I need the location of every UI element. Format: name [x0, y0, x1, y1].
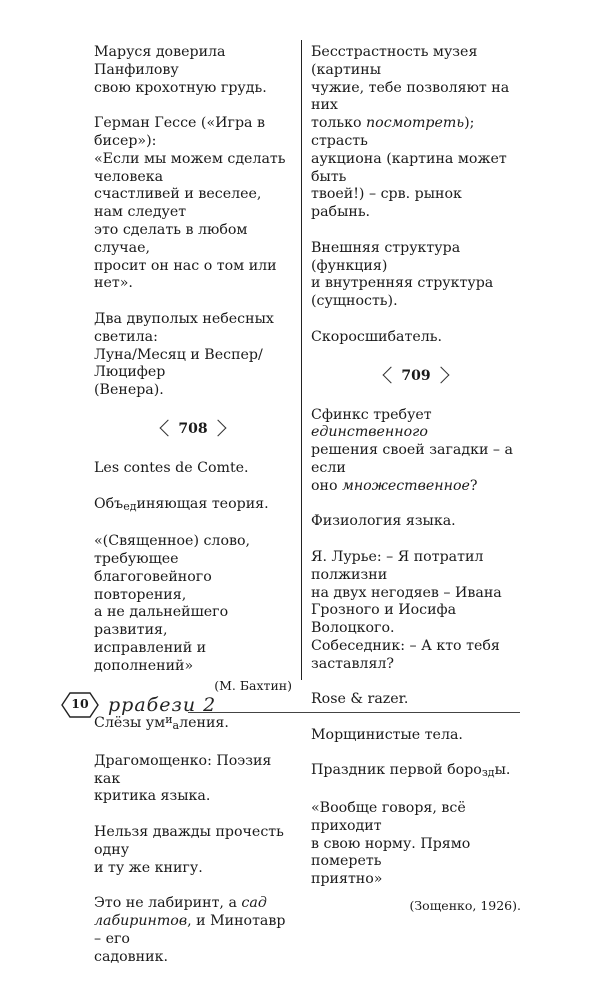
entry-rose-razer: Rose & razer. — [311, 691, 409, 708]
quote-source-zoshchenko: (Зощенко, 1926). — [409, 898, 521, 914]
footer-rule — [188, 712, 520, 713]
entry-marusya: Маруся доверила Панфилову свою крохотную грудь. — [94, 44, 267, 96]
section-number: 709 — [385, 365, 446, 387]
running-title: ррабези 2 — [108, 694, 217, 716]
page-footer — [60, 690, 520, 730]
page-number-badge — [60, 690, 100, 720]
entry-stapler: Скоросшибатель. — [311, 328, 442, 345]
entry-unifying-theory: Объединяющая теория. — [94, 495, 269, 513]
quote-source-bakhtin: (М. Бахтин) — [214, 677, 292, 693]
entry-wrinkled-bodies: Морщинистые тела. — [311, 726, 463, 743]
entry-first-furrow: Праздник первой борозды. — [311, 762, 511, 780]
page-number: 10 — [71, 696, 89, 711]
entry-sphinx: Сфинкс требует единственного решения своей загадки – а если оно множественное? — [311, 406, 513, 494]
section-number: 708 — [162, 418, 223, 440]
entry-luminaries: Два двуполых небесных светила: Луна/Месяц и Веспер/Люцифер (Венера). — [94, 310, 274, 399]
entry-zoshchenko-quote: «Вообще говоря, всё приходит в свою норму. Прямо помереть приятно» — [311, 800, 471, 888]
entry-museum: Бесстрастность музея (картины чужие, тебе позволяют на них только посмотреть); страсть аукциона (картина может быть твоей!) – срв. рынок рабынь. — [311, 44, 510, 221]
entry-labyrinth: Это не лабиринт, а сад лабиринтов, и Минотавр – его садовник. — [94, 895, 286, 965]
entry-hesse: Герман Гессе («Игра в бисер»): «Если мы можем сделать человека счастливей и веселее, нам следует это сделать в любом случае, просит он нас о том или нет». — [94, 115, 286, 292]
section-marker-708 — [94, 418, 292, 440]
entry-lurie: Я. Лурье: – Я потратил полжизни на двух негодяев – Ивана Грозного и Иосифа Волоцкого. Собеседник: – А кто тебя заставлял? — [311, 548, 502, 672]
entry-dragomoshchenko: Драгомощенко: Поэзия как критика языка. — [94, 752, 272, 805]
entry-read-twice: Нельзя дважды прочесть одну и ту же книгу. — [94, 824, 284, 876]
entry-structure: Внешняя структура (функция) и внутренняя структура (сущность). — [311, 239, 494, 310]
left-column — [94, 44, 292, 984]
section-marker-709 — [311, 365, 521, 387]
entry-bakhtin-quote: «(Священное) слово, требующее благоговейного повторения, а не дальнейшего развития, исправлений и дополнений» — [94, 533, 251, 674]
entry-tears: Слёзы $ум^иаления$. — [94, 713, 229, 733]
right-column — [311, 44, 521, 932]
column-divider — [301, 40, 302, 680]
entry-physiology: Физиология языка. — [311, 513, 456, 530]
entry-contes: Les contes de Comte. — [94, 459, 249, 476]
